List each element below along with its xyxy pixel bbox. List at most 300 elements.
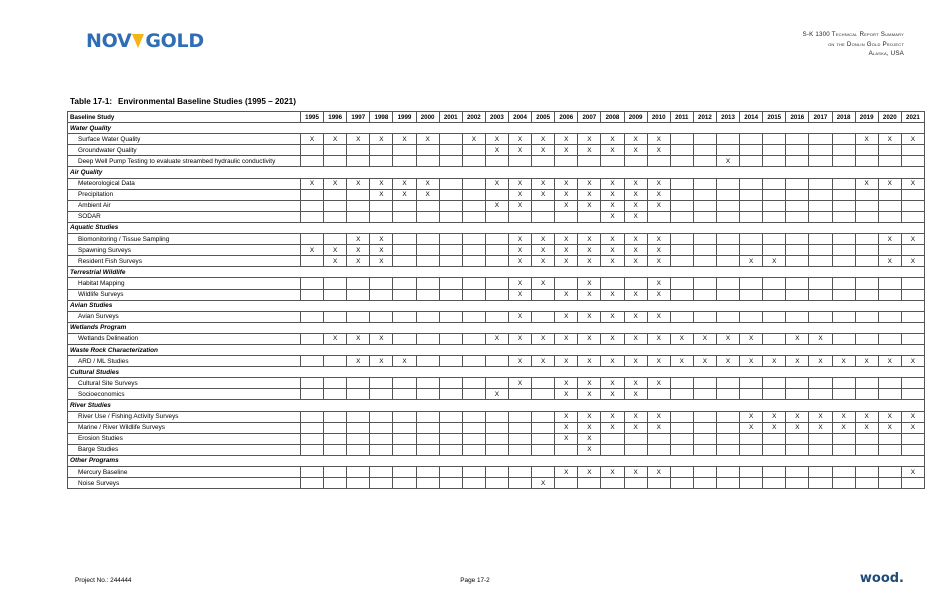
year-cell [324, 278, 347, 289]
year-cell [439, 311, 462, 322]
year-cell [301, 211, 324, 222]
year-cell [370, 378, 393, 389]
year-cell [347, 311, 370, 322]
year-cell: X [878, 234, 901, 245]
year-cell [832, 278, 855, 289]
year-cell [462, 333, 485, 344]
year-cell [809, 178, 832, 189]
year-cell [324, 356, 347, 367]
year-cell [740, 378, 763, 389]
year-cell: X [347, 178, 370, 189]
year-cell: X [786, 333, 809, 344]
year-cell: X [601, 422, 624, 433]
year-cell: X [740, 422, 763, 433]
year-cell: X [555, 178, 578, 189]
year-cell [601, 444, 624, 455]
year-cell: X [347, 234, 370, 245]
year-cell: X [670, 333, 693, 344]
year-cell [878, 389, 901, 400]
year-cell [439, 378, 462, 389]
year-cell [508, 422, 531, 433]
year-cell: X [508, 145, 531, 156]
year-cell [763, 134, 786, 145]
header-year-2007: 2007 [578, 112, 601, 123]
year-cell [324, 211, 347, 222]
project-number: Project No.: 244444 [75, 577, 132, 584]
year-cell [786, 178, 809, 189]
category-row [68, 322, 925, 333]
year-cell [740, 444, 763, 455]
year-cell [532, 411, 555, 422]
year-cell [416, 411, 439, 422]
year-cell [370, 211, 393, 222]
year-cell [347, 278, 370, 289]
study-label: Wetlands Delineation [68, 333, 301, 344]
year-cell [439, 189, 462, 200]
year-cell [301, 145, 324, 156]
year-cell [786, 311, 809, 322]
year-cell [393, 411, 416, 422]
year-cell [716, 422, 739, 433]
year-cell [786, 289, 809, 300]
year-cell [347, 422, 370, 433]
year-cell: X [901, 411, 924, 422]
year-cell [878, 467, 901, 478]
table-row [68, 422, 925, 433]
year-cell: X [508, 311, 531, 322]
year-cell [301, 467, 324, 478]
year-cell: X [555, 356, 578, 367]
category-label: Other Programs [68, 455, 925, 466]
year-cell [878, 145, 901, 156]
year-cell [786, 245, 809, 256]
category-label: Water Quality [68, 123, 925, 134]
year-cell: X [624, 234, 647, 245]
year-cell [693, 234, 716, 245]
year-cell [347, 478, 370, 489]
year-cell [693, 211, 716, 222]
year-cell [740, 289, 763, 300]
page-number: Page 17-2 [460, 577, 490, 584]
year-cell [393, 289, 416, 300]
year-cell: X [878, 134, 901, 145]
year-cell [301, 411, 324, 422]
table-row [68, 189, 925, 200]
year-cell: X [370, 234, 393, 245]
year-cell [809, 478, 832, 489]
year-cell [763, 444, 786, 455]
table-row [68, 411, 925, 422]
table-row [68, 156, 925, 167]
year-cell [301, 478, 324, 489]
year-cell [301, 389, 324, 400]
year-cell [670, 289, 693, 300]
year-cell: X [601, 256, 624, 267]
year-cell: X [647, 467, 670, 478]
year-cell [832, 333, 855, 344]
year-cell [393, 433, 416, 444]
year-cell [740, 178, 763, 189]
year-cell [393, 467, 416, 478]
year-cell [439, 156, 462, 167]
year-cell [485, 478, 508, 489]
category-row [68, 455, 925, 466]
year-cell: X [555, 389, 578, 400]
year-cell [462, 467, 485, 478]
year-cell [809, 211, 832, 222]
year-cell [716, 178, 739, 189]
category-row [68, 300, 925, 311]
year-cell: X [601, 289, 624, 300]
year-cell [324, 145, 347, 156]
year-cell [416, 311, 439, 322]
year-cell [324, 467, 347, 478]
year-cell [347, 467, 370, 478]
year-cell [763, 289, 786, 300]
year-cell: X [508, 234, 531, 245]
year-cell [670, 467, 693, 478]
table-row [68, 289, 925, 300]
year-cell [439, 356, 462, 367]
year-cell [693, 189, 716, 200]
year-cell: X [716, 333, 739, 344]
year-cell [809, 311, 832, 322]
year-cell: X [832, 356, 855, 367]
year-cell [416, 356, 439, 367]
year-cell [716, 189, 739, 200]
year-cell: X [555, 333, 578, 344]
year-cell [786, 145, 809, 156]
year-cell: X [578, 467, 601, 478]
year-cell [855, 256, 878, 267]
year-cell [647, 478, 670, 489]
year-cell: X [832, 411, 855, 422]
year-cell [624, 444, 647, 455]
year-cell [740, 145, 763, 156]
year-cell [347, 145, 370, 156]
year-cell [324, 411, 347, 422]
year-cell [763, 478, 786, 489]
year-cell: X [555, 256, 578, 267]
year-cell [393, 245, 416, 256]
year-cell [855, 467, 878, 478]
year-cell: X [555, 134, 578, 145]
year-cell [462, 356, 485, 367]
table-caption [70, 97, 296, 106]
year-cell [878, 200, 901, 211]
year-cell [693, 444, 716, 455]
header-year-1997: 1997 [347, 112, 370, 123]
year-cell [693, 178, 716, 189]
year-cell [555, 156, 578, 167]
year-cell: X [532, 333, 555, 344]
table-row [68, 145, 925, 156]
year-cell [901, 145, 924, 156]
year-cell: X [855, 356, 878, 367]
year-cell [670, 478, 693, 489]
year-cell [670, 433, 693, 444]
year-cell [301, 333, 324, 344]
year-cell [301, 356, 324, 367]
year-cell [901, 444, 924, 455]
year-cell: X [809, 333, 832, 344]
year-cell: X [578, 378, 601, 389]
year-cell [670, 178, 693, 189]
year-cell [324, 189, 347, 200]
year-cell [832, 156, 855, 167]
year-cell: X [786, 422, 809, 433]
year-cell [832, 378, 855, 389]
year-cell: X [647, 134, 670, 145]
year-cell [416, 289, 439, 300]
year-cell: X [716, 356, 739, 367]
year-cell [693, 378, 716, 389]
year-cell [716, 433, 739, 444]
year-cell [393, 256, 416, 267]
table-row [68, 278, 925, 289]
year-cell: X [462, 134, 485, 145]
year-cell [439, 278, 462, 289]
year-cell [439, 433, 462, 444]
year-cell [670, 256, 693, 267]
year-cell [786, 156, 809, 167]
year-cell [716, 145, 739, 156]
year-cell [855, 234, 878, 245]
year-cell: X [347, 134, 370, 145]
year-cell [786, 234, 809, 245]
year-cell [740, 478, 763, 489]
year-cell: X [508, 134, 531, 145]
year-cell [416, 156, 439, 167]
year-cell [462, 289, 485, 300]
study-label: Deep Well Pump Testing to evaluate streambed hydraulic conductivity [68, 156, 301, 167]
header-year-2000: 2000 [416, 112, 439, 123]
year-cell [508, 467, 531, 478]
year-cell [670, 156, 693, 167]
year-cell [416, 145, 439, 156]
year-cell [901, 433, 924, 444]
year-cell: X [624, 245, 647, 256]
year-cell [832, 178, 855, 189]
table-row [68, 467, 925, 478]
year-cell: X [601, 245, 624, 256]
header-year-2012: 2012 [693, 112, 716, 123]
year-cell [740, 311, 763, 322]
header-year-2009: 2009 [624, 112, 647, 123]
year-cell [462, 422, 485, 433]
year-cell: X [624, 311, 647, 322]
year-cell [462, 256, 485, 267]
year-cell: X [393, 178, 416, 189]
year-cell [439, 145, 462, 156]
header-year-2001: 2001 [439, 112, 462, 123]
year-cell [370, 389, 393, 400]
year-cell: X [832, 422, 855, 433]
year-cell [809, 245, 832, 256]
year-cell: X [508, 333, 531, 344]
study-label: Habitat Mapping [68, 278, 301, 289]
year-cell [693, 134, 716, 145]
year-cell: X [601, 234, 624, 245]
year-cell [855, 278, 878, 289]
year-cell [855, 444, 878, 455]
study-label: Groundwater Quality [68, 145, 301, 156]
year-cell [693, 389, 716, 400]
year-cell [485, 156, 508, 167]
header-year-2003: 2003 [485, 112, 508, 123]
year-cell: X [763, 356, 786, 367]
year-cell [901, 278, 924, 289]
year-cell: X [855, 134, 878, 145]
year-cell [763, 200, 786, 211]
year-cell [301, 311, 324, 322]
year-cell [809, 433, 832, 444]
header-baseline-study: Baseline Study [68, 112, 301, 123]
header-line-3: Alaska, USA [868, 50, 904, 57]
year-cell: X [740, 411, 763, 422]
header-year-1999: 1999 [393, 112, 416, 123]
year-cell: X [601, 311, 624, 322]
year-cell [462, 189, 485, 200]
year-cell: X [532, 134, 555, 145]
year-cell [786, 389, 809, 400]
year-cell [878, 189, 901, 200]
year-cell: X [485, 145, 508, 156]
year-cell [485, 245, 508, 256]
year-cell [508, 411, 531, 422]
year-cell [809, 200, 832, 211]
year-cell [439, 200, 462, 211]
table-row [68, 245, 925, 256]
study-label: Noise Surveys [68, 478, 301, 489]
year-cell [809, 389, 832, 400]
year-cell [416, 389, 439, 400]
year-cell [878, 156, 901, 167]
year-cell [416, 478, 439, 489]
year-cell [439, 289, 462, 300]
year-cell: X [532, 356, 555, 367]
year-cell: X [740, 356, 763, 367]
year-cell: X [809, 422, 832, 433]
year-cell [462, 211, 485, 222]
header-year-2019: 2019 [855, 112, 878, 123]
year-cell: X [532, 478, 555, 489]
year-cell: X [555, 189, 578, 200]
year-cell [786, 211, 809, 222]
year-cell [370, 200, 393, 211]
year-cell: X [601, 211, 624, 222]
year-cell: X [555, 411, 578, 422]
year-cell [855, 311, 878, 322]
year-cell [370, 289, 393, 300]
year-cell [301, 256, 324, 267]
year-cell [578, 478, 601, 489]
year-cell [393, 389, 416, 400]
header-year-2013: 2013 [716, 112, 739, 123]
year-cell: X [555, 378, 578, 389]
year-cell [832, 289, 855, 300]
year-cell [301, 156, 324, 167]
year-cell [301, 278, 324, 289]
year-cell: X [601, 200, 624, 211]
year-cell [786, 478, 809, 489]
year-cell: X [393, 134, 416, 145]
year-cell [347, 211, 370, 222]
category-label: River Studies [68, 400, 925, 411]
table-row [68, 311, 925, 322]
year-cell: X [555, 311, 578, 322]
year-cell [832, 311, 855, 322]
year-cell [324, 478, 347, 489]
year-cell [901, 211, 924, 222]
year-cell [347, 378, 370, 389]
year-cell [393, 278, 416, 289]
year-cell [763, 278, 786, 289]
category-row [68, 367, 925, 378]
header-year-2016: 2016 [786, 112, 809, 123]
year-cell [693, 311, 716, 322]
year-cell: X [555, 145, 578, 156]
year-cell: X [578, 356, 601, 367]
year-cell: X [578, 422, 601, 433]
year-cell [855, 378, 878, 389]
year-cell [462, 411, 485, 422]
year-cell [508, 478, 531, 489]
year-cell: X [624, 289, 647, 300]
year-cell: X [601, 178, 624, 189]
year-cell: X [786, 356, 809, 367]
year-cell [439, 333, 462, 344]
year-cell: X [647, 422, 670, 433]
table-row [68, 444, 925, 455]
year-cell [809, 189, 832, 200]
year-cell [832, 145, 855, 156]
year-cell [439, 134, 462, 145]
year-cell: X [301, 178, 324, 189]
year-cell: X [578, 200, 601, 211]
year-cell: X [624, 378, 647, 389]
year-cell: X [740, 256, 763, 267]
year-cell: X [624, 211, 647, 222]
year-cell: X [901, 467, 924, 478]
header-year-2004: 2004 [508, 112, 531, 123]
year-cell [716, 378, 739, 389]
year-cell [670, 245, 693, 256]
study-label: ARD / ML Studies [68, 356, 301, 367]
header-year-1998: 1998 [370, 112, 393, 123]
header-year-2008: 2008 [601, 112, 624, 123]
year-cell [324, 378, 347, 389]
year-cell [693, 411, 716, 422]
year-cell [462, 234, 485, 245]
year-cell [324, 389, 347, 400]
year-cell [647, 433, 670, 444]
year-cell [439, 389, 462, 400]
year-cell: X [347, 245, 370, 256]
table-row [68, 256, 925, 267]
header-line-2: on the Donlin Gold Project [828, 40, 904, 48]
year-cell [485, 378, 508, 389]
year-cell [763, 333, 786, 344]
header-year-2017: 2017 [809, 112, 832, 123]
year-cell [832, 245, 855, 256]
year-cell [370, 278, 393, 289]
year-cell [763, 433, 786, 444]
year-cell [462, 478, 485, 489]
year-cell [716, 411, 739, 422]
category-label: Wetlands Program [68, 322, 925, 333]
year-cell [809, 256, 832, 267]
